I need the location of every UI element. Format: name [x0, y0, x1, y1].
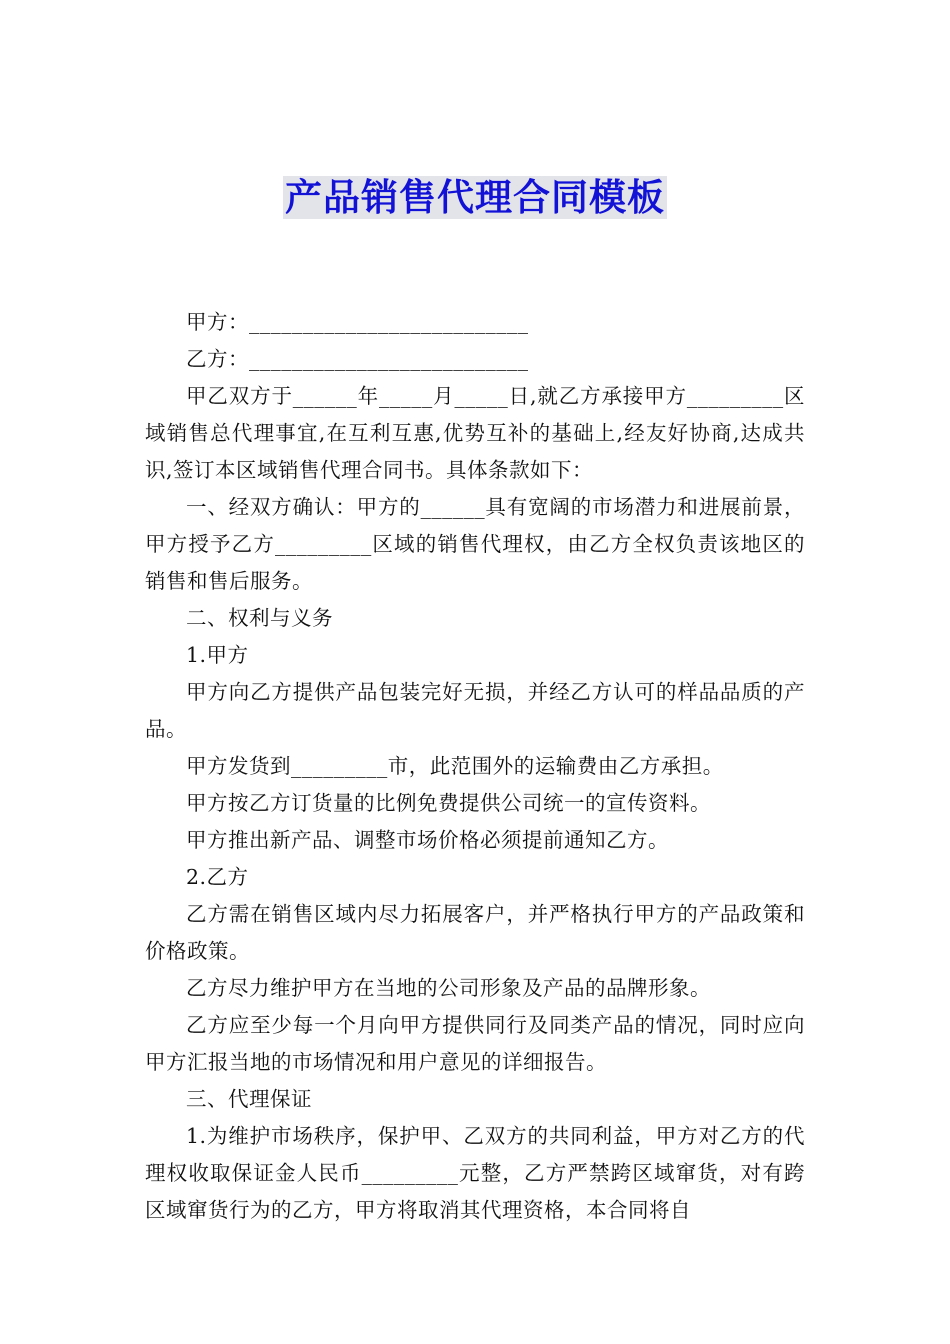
party-b-duty-1: 乙方需在销售区域内尽力拓展客户，并严格执行甲方的产品政策和价格政策。 — [145, 902, 805, 963]
clause-1-paragraph: 一、经双方确认：甲方的______具有宽阔的市场潜力和进展前景，甲方授予乙方_________区域的销售代理权，由乙方全权负责该地区的销售和售后服务。 — [145, 495, 805, 593]
document-title-wrap — [0, 172, 950, 224]
subsection-heading-party-b: 2.乙方 — [186, 865, 249, 889]
party-a-duty-3: 甲方按乙方订货量的比例免费提供公司统一的宣传资料。 — [186, 791, 711, 815]
party-a-duty-1: 甲方向乙方提供产品包装完好无损，并经乙方认可的样品品质的产品。 — [145, 680, 805, 741]
section-heading-guarantee: 三、代理保证 — [186, 1087, 312, 1111]
subsection-heading-party-a: 1.甲方 — [186, 643, 249, 667]
party-a-line: 甲方：__________________________ — [186, 310, 529, 334]
section-heading-rights: 二、权利与义务 — [186, 606, 333, 630]
document-title: 产品销售代理合同模板 — [285, 176, 665, 219]
party-b-line: 乙方：__________________________ — [186, 347, 529, 371]
party-b-duty-2: 乙方尽力维护甲方在当地的公司形象及产品的品牌形象。 — [186, 976, 711, 1000]
document-body — [145, 304, 805, 1229]
guarantee-clause-1: 1.为维护市场秩序，保护甲、乙双方的共同利益，甲方对乙方的代理权收取保证金人民币_________元整，乙方严禁跨区域窜货，对有跨区域窜货行为的乙方，甲方将取消其代理资格，本合同将自 — [145, 1124, 805, 1222]
party-a-duty-2: 甲方发货到_________市，此范围外的运输费由乙方承担。 — [186, 754, 724, 778]
party-b-duty-3: 乙方应至少每一个月向甲方提供同行及同类产品的情况，同时应向甲方汇报当地的市场情况和用户意见的详细报告。 — [145, 1013, 805, 1074]
preamble-paragraph: 甲乙双方于______年_____月_____日,就乙方承接甲方_________区域销售总代理事宜,在互利互惠,优势互补的基础上,经友好协商,达成共识,签订本区域销售代理合同书。具体条款如下： — [145, 384, 805, 482]
party-a-duty-4: 甲方推出新产品、调整市场价格必须提前通知乙方。 — [186, 828, 669, 852]
